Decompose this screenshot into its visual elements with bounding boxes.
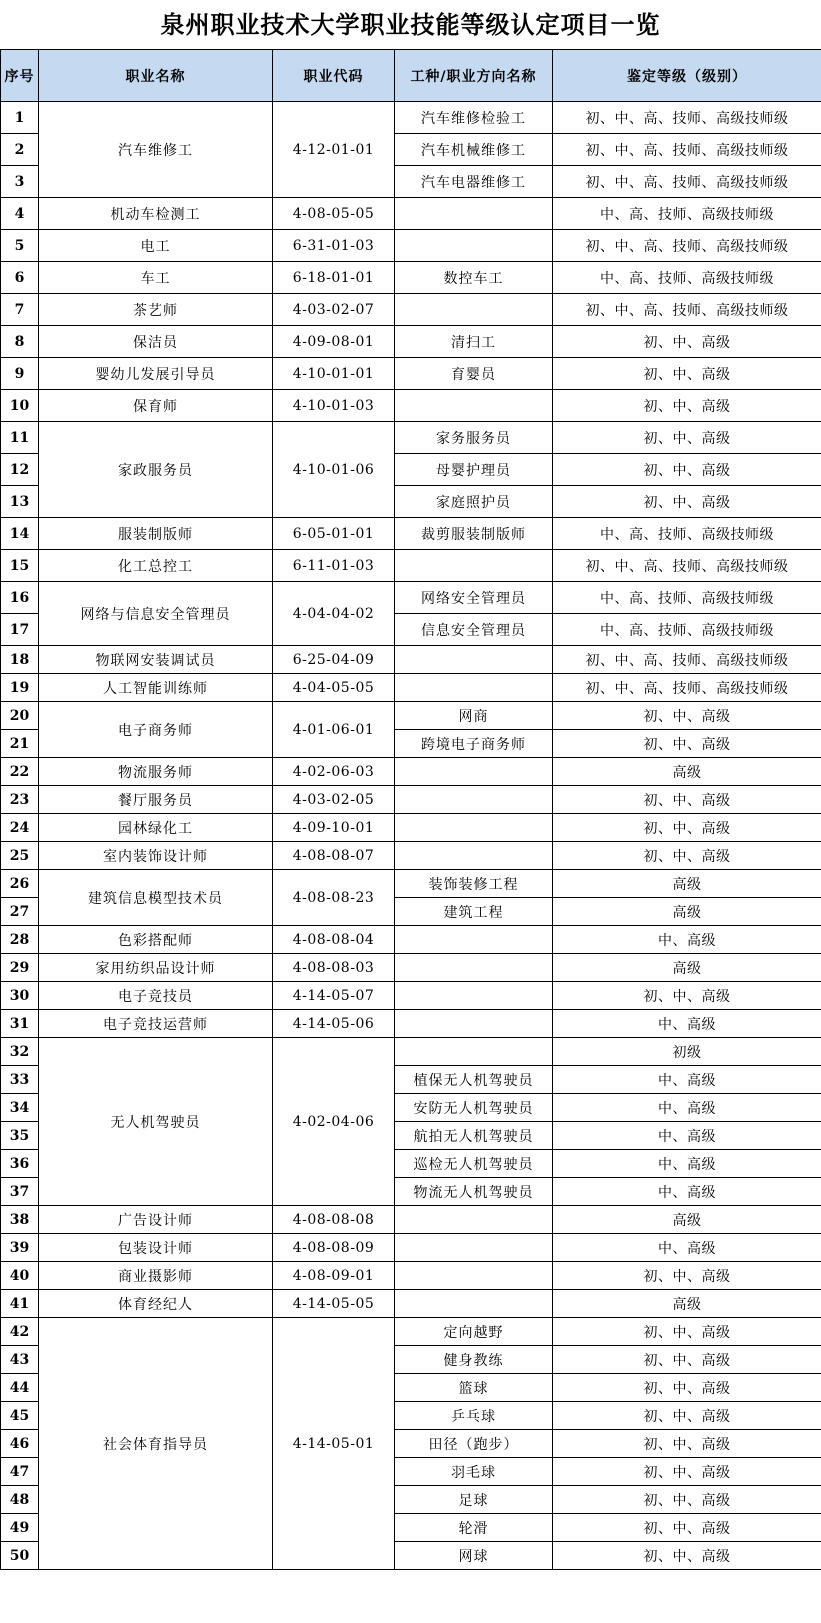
header-index: 序号 <box>1 50 39 102</box>
work-type <box>395 1206 553 1234</box>
row-index: 7 <box>1 294 39 326</box>
certification-level: 中、高级 <box>553 1066 821 1094</box>
table-row <box>1 518 821 550</box>
certification-level: 初、中、高级 <box>553 1346 821 1374</box>
certification-level: 高级 <box>553 1290 821 1318</box>
row-index: 11 <box>1 422 39 454</box>
work-type: 物流无人机驾驶员 <box>395 1178 553 1206</box>
row-index: 42 <box>1 1318 39 1346</box>
certification-level: 初、中、高、技师、高级技师级 <box>553 166 821 198</box>
occupation-code: 6-05-01-01 <box>273 518 395 550</box>
certification-level: 中、高级 <box>553 1234 821 1262</box>
occupation-code: 4-09-10-01 <box>273 814 395 842</box>
work-type: 乒乓球 <box>395 1402 553 1430</box>
work-type: 汽车电器维修工 <box>395 166 553 198</box>
occupation-code: 4-08-09-01 <box>273 1262 395 1290</box>
certification-level: 初、中、高级 <box>553 814 821 842</box>
work-type <box>395 646 553 674</box>
row-index: 48 <box>1 1486 39 1514</box>
occupation-code: 4-14-05-05 <box>273 1290 395 1318</box>
row-index: 45 <box>1 1402 39 1430</box>
row-index: 40 <box>1 1262 39 1290</box>
row-index: 14 <box>1 518 39 550</box>
table-row <box>1 814 821 842</box>
row-index: 22 <box>1 758 39 786</box>
work-type: 汽车维修检验工 <box>395 102 553 134</box>
occupation-name: 家政服务员 <box>39 422 273 518</box>
work-type <box>395 842 553 870</box>
certification-level: 中、高级 <box>553 1178 821 1206</box>
certification-level: 初、中、高、技师、高级技师级 <box>553 646 821 674</box>
certification-level: 初、中、高级 <box>553 1402 821 1430</box>
row-index: 32 <box>1 1038 39 1066</box>
occupation-name: 广告设计师 <box>39 1206 273 1234</box>
work-type <box>395 1038 553 1066</box>
occupation-code: 4-04-04-02 <box>273 582 395 646</box>
row-index: 25 <box>1 842 39 870</box>
table-row <box>1 422 821 454</box>
work-type <box>395 982 553 1010</box>
occupation-code: 6-11-01-03 <box>273 550 395 582</box>
occupation-code: 4-10-01-06 <box>273 422 395 518</box>
work-type: 航拍无人机驾驶员 <box>395 1122 553 1150</box>
table-row <box>1 550 821 582</box>
work-type: 家务服务员 <box>395 422 553 454</box>
occupation-name: 室内装饰设计师 <box>39 842 273 870</box>
work-type: 网球 <box>395 1542 553 1570</box>
work-type <box>395 674 553 702</box>
table-row <box>1 1318 821 1346</box>
row-index: 34 <box>1 1094 39 1122</box>
table-row <box>1 198 821 230</box>
table-row <box>1 358 821 390</box>
row-index: 18 <box>1 646 39 674</box>
work-type: 育婴员 <box>395 358 553 390</box>
row-index: 15 <box>1 550 39 582</box>
occupation-code: 4-14-05-06 <box>273 1010 395 1038</box>
certification-level: 中、高级 <box>553 1010 821 1038</box>
row-index: 2 <box>1 134 39 166</box>
table-row <box>1 390 821 422</box>
row-index: 4 <box>1 198 39 230</box>
certification-level: 中、高级 <box>553 1094 821 1122</box>
work-type <box>395 1010 553 1038</box>
certification-level: 初、中、高级 <box>553 730 821 758</box>
table-row <box>1 926 821 954</box>
work-type: 田径（跑步） <box>395 1430 553 1458</box>
table-row <box>1 982 821 1010</box>
occupation-code: 4-14-05-07 <box>273 982 395 1010</box>
occupation-name: 色彩搭配师 <box>39 926 273 954</box>
occupation-name: 汽车维修工 <box>39 102 273 198</box>
row-index: 30 <box>1 982 39 1010</box>
occupation-name: 餐厅服务员 <box>39 786 273 814</box>
work-type <box>395 926 553 954</box>
certification-level: 初、中、高级 <box>553 842 821 870</box>
table-row <box>1 326 821 358</box>
row-index: 17 <box>1 614 39 646</box>
certification-level: 初、中、高级 <box>553 1374 821 1402</box>
certification-level: 初、中、高、技师、高级技师级 <box>553 134 821 166</box>
row-index: 24 <box>1 814 39 842</box>
occupation-name: 园林绿化工 <box>39 814 273 842</box>
work-type <box>395 1290 553 1318</box>
work-type: 裁剪服装制版师 <box>395 518 553 550</box>
certification-level: 中、高级 <box>553 1122 821 1150</box>
work-type: 安防无人机驾驶员 <box>395 1094 553 1122</box>
occupation-name: 网络与信息安全管理员 <box>39 582 273 646</box>
certification-level: 初、中、高级 <box>553 326 821 358</box>
certification-level: 初、中、高级 <box>553 982 821 1010</box>
row-index: 5 <box>1 230 39 262</box>
work-type: 定向越野 <box>395 1318 553 1346</box>
occupation-code: 4-08-08-08 <box>273 1206 395 1234</box>
occupation-code: 4-08-05-05 <box>273 198 395 230</box>
occupation-code: 4-04-05-05 <box>273 674 395 702</box>
row-index: 26 <box>1 870 39 898</box>
work-type: 植保无人机驾驶员 <box>395 1066 553 1094</box>
row-index: 41 <box>1 1290 39 1318</box>
certification-level: 初、中、高、技师、高级技师级 <box>553 230 821 262</box>
occupation-code: 6-31-01-03 <box>273 230 395 262</box>
certification-level: 初、中、高级 <box>553 1430 821 1458</box>
certification-level: 初、中、高级 <box>553 1486 821 1514</box>
work-type: 健身教练 <box>395 1346 553 1374</box>
work-type <box>395 230 553 262</box>
work-type: 汽车机械维修工 <box>395 134 553 166</box>
header-work-type: 工种/职业方向名称 <box>395 50 553 102</box>
table-row <box>1 1010 821 1038</box>
row-index: 44 <box>1 1374 39 1402</box>
occupation-name: 电工 <box>39 230 273 262</box>
certification-level: 初、中、高级 <box>553 1318 821 1346</box>
occupation-name: 电子商务师 <box>39 702 273 758</box>
occupation-code: 4-09-08-01 <box>273 326 395 358</box>
occupation-name: 电子竞技运营师 <box>39 1010 273 1038</box>
header-level: 鉴定等级（级别） <box>553 50 821 102</box>
work-type: 母婴护理员 <box>395 454 553 486</box>
certification-level: 中、高、技师、高级技师级 <box>553 198 821 230</box>
certification-table <box>0 49 821 1570</box>
table-row <box>1 702 821 730</box>
row-index: 33 <box>1 1066 39 1094</box>
row-index: 31 <box>1 1010 39 1038</box>
table-row <box>1 1206 821 1234</box>
occupation-name: 车工 <box>39 262 273 294</box>
row-index: 19 <box>1 674 39 702</box>
work-type: 清扫工 <box>395 326 553 358</box>
work-type <box>395 390 553 422</box>
certification-level: 高级 <box>553 954 821 982</box>
certification-level: 初、中、高级 <box>553 422 821 454</box>
certification-level: 初、中、高级 <box>553 390 821 422</box>
occupation-code: 4-03-02-07 <box>273 294 395 326</box>
certification-level: 初、中、高级 <box>553 1514 821 1542</box>
occupation-code: 4-10-01-01 <box>273 358 395 390</box>
work-type <box>395 550 553 582</box>
certification-level: 中、高、技师、高级技师级 <box>553 614 821 646</box>
row-index: 37 <box>1 1178 39 1206</box>
row-index: 8 <box>1 326 39 358</box>
row-index: 36 <box>1 1150 39 1178</box>
table-row <box>1 1262 821 1290</box>
header-occupation-code: 职业代码 <box>273 50 395 102</box>
work-type <box>395 758 553 786</box>
work-type <box>395 1234 553 1262</box>
table-row <box>1 1038 821 1066</box>
occupation-name: 婴幼儿发展引导员 <box>39 358 273 390</box>
row-index: 21 <box>1 730 39 758</box>
row-index: 20 <box>1 702 39 730</box>
work-type: 足球 <box>395 1486 553 1514</box>
work-type: 篮球 <box>395 1374 553 1402</box>
occupation-name: 电子竞技员 <box>39 982 273 1010</box>
occupation-code: 4-14-05-01 <box>273 1318 395 1570</box>
header-occupation-name: 职业名称 <box>39 50 273 102</box>
certification-level: 中、高、技师、高级技师级 <box>553 518 821 550</box>
work-type: 家庭照护员 <box>395 486 553 518</box>
row-index: 50 <box>1 1542 39 1570</box>
table-row <box>1 758 821 786</box>
certification-level: 初、中、高级 <box>553 358 821 390</box>
occupation-code: 4-03-02-05 <box>273 786 395 814</box>
certification-level: 中、高级 <box>553 926 821 954</box>
occupation-code: 4-08-08-23 <box>273 870 395 926</box>
occupation-name: 茶艺师 <box>39 294 273 326</box>
occupation-name: 无人机驾驶员 <box>39 1038 273 1206</box>
table-row <box>1 954 821 982</box>
occupation-name: 商业摄影师 <box>39 1262 273 1290</box>
occupation-name: 化工总控工 <box>39 550 273 582</box>
certification-level: 初、中、高、技师、高级技师级 <box>553 674 821 702</box>
certification-level: 初、中、高级 <box>553 454 821 486</box>
occupation-code: 4-08-08-07 <box>273 842 395 870</box>
occupation-name: 社会体育指导员 <box>39 1318 273 1570</box>
certification-level: 初、中、高、技师、高级技师级 <box>553 550 821 582</box>
occupation-code: 6-18-01-01 <box>273 262 395 294</box>
occupation-code: 4-08-08-04 <box>273 926 395 954</box>
row-index: 6 <box>1 262 39 294</box>
row-index: 28 <box>1 926 39 954</box>
occupation-name: 保育师 <box>39 390 273 422</box>
row-index: 13 <box>1 486 39 518</box>
work-type <box>395 198 553 230</box>
table-row <box>1 582 821 614</box>
page-title: 泉州职业技术大学职业技能等级认定项目一览 <box>0 0 821 50</box>
row-index: 16 <box>1 582 39 614</box>
row-index: 23 <box>1 786 39 814</box>
row-index: 27 <box>1 898 39 926</box>
work-type <box>395 294 553 326</box>
row-index: 35 <box>1 1122 39 1150</box>
work-type: 装饰装修工程 <box>395 870 553 898</box>
occupation-name: 人工智能训练师 <box>39 674 273 702</box>
table-body <box>1 102 821 1570</box>
work-type <box>395 1262 553 1290</box>
occupation-code: 4-10-01-03 <box>273 390 395 422</box>
certification-level: 高级 <box>553 758 821 786</box>
table-row <box>1 262 821 294</box>
certification-level: 初、中、高级 <box>553 786 821 814</box>
table-row <box>1 1234 821 1262</box>
certification-level: 中、高、技师、高级技师级 <box>553 582 821 614</box>
work-type: 数控车工 <box>395 262 553 294</box>
work-type: 巡检无人机驾驶员 <box>395 1150 553 1178</box>
table-row <box>1 646 821 674</box>
table-row <box>1 870 821 898</box>
table-row <box>1 786 821 814</box>
work-type <box>395 954 553 982</box>
table-row <box>1 842 821 870</box>
occupation-code: 4-08-08-03 <box>273 954 395 982</box>
occupation-name: 物联网安装调试员 <box>39 646 273 674</box>
work-type: 网络安全管理员 <box>395 582 553 614</box>
table-row <box>1 674 821 702</box>
work-type: 跨境电子商务师 <box>395 730 553 758</box>
row-index: 38 <box>1 1206 39 1234</box>
certification-level: 高级 <box>553 898 821 926</box>
occupation-code: 4-02-06-03 <box>273 758 395 786</box>
certification-level: 初、中、高级 <box>553 1458 821 1486</box>
table-row <box>1 1290 821 1318</box>
occupation-name: 包装设计师 <box>39 1234 273 1262</box>
work-type: 羽毛球 <box>395 1458 553 1486</box>
occupation-name: 建筑信息模型技术员 <box>39 870 273 926</box>
occupation-name: 保洁员 <box>39 326 273 358</box>
occupation-code: 4-12-01-01 <box>273 102 395 198</box>
certification-level: 高级 <box>553 870 821 898</box>
work-type <box>395 786 553 814</box>
occupation-code: 4-01-06-01 <box>273 702 395 758</box>
header-row <box>1 50 821 102</box>
certification-level: 初级 <box>553 1038 821 1066</box>
occupation-name: 体育经纪人 <box>39 1290 273 1318</box>
row-index: 39 <box>1 1234 39 1262</box>
occupation-name: 物流服务师 <box>39 758 273 786</box>
row-index: 46 <box>1 1430 39 1458</box>
row-index: 3 <box>1 166 39 198</box>
occupation-code: 6-25-04-09 <box>273 646 395 674</box>
occupation-name: 家用纺织品设计师 <box>39 954 273 982</box>
row-index: 9 <box>1 358 39 390</box>
certification-level: 初、中、高、技师、高级技师级 <box>553 102 821 134</box>
work-type: 建筑工程 <box>395 898 553 926</box>
work-type <box>395 814 553 842</box>
certification-level: 初、中、高级 <box>553 1542 821 1570</box>
certification-level: 初、中、高级 <box>553 702 821 730</box>
certification-level: 初、中、高、技师、高级技师级 <box>553 294 821 326</box>
work-type: 网商 <box>395 702 553 730</box>
table-row <box>1 102 821 134</box>
row-index: 29 <box>1 954 39 982</box>
row-index: 12 <box>1 454 39 486</box>
row-index: 1 <box>1 102 39 134</box>
work-type: 轮滑 <box>395 1514 553 1542</box>
row-index: 47 <box>1 1458 39 1486</box>
occupation-name: 服装制版师 <box>39 518 273 550</box>
row-index: 43 <box>1 1346 39 1374</box>
row-index: 10 <box>1 390 39 422</box>
certification-level: 中、高、技师、高级技师级 <box>553 262 821 294</box>
certification-level: 高级 <box>553 1206 821 1234</box>
table-row <box>1 230 821 262</box>
occupation-name: 机动车检测工 <box>39 198 273 230</box>
table-row <box>1 294 821 326</box>
row-index: 49 <box>1 1514 39 1542</box>
work-type: 信息安全管理员 <box>395 614 553 646</box>
occupation-code: 4-08-08-09 <box>273 1234 395 1262</box>
occupation-code: 4-02-04-06 <box>273 1038 395 1206</box>
certification-level: 初、中、高级 <box>553 486 821 518</box>
certification-level: 初、中、高级 <box>553 1262 821 1290</box>
certification-level: 中、高级 <box>553 1150 821 1178</box>
